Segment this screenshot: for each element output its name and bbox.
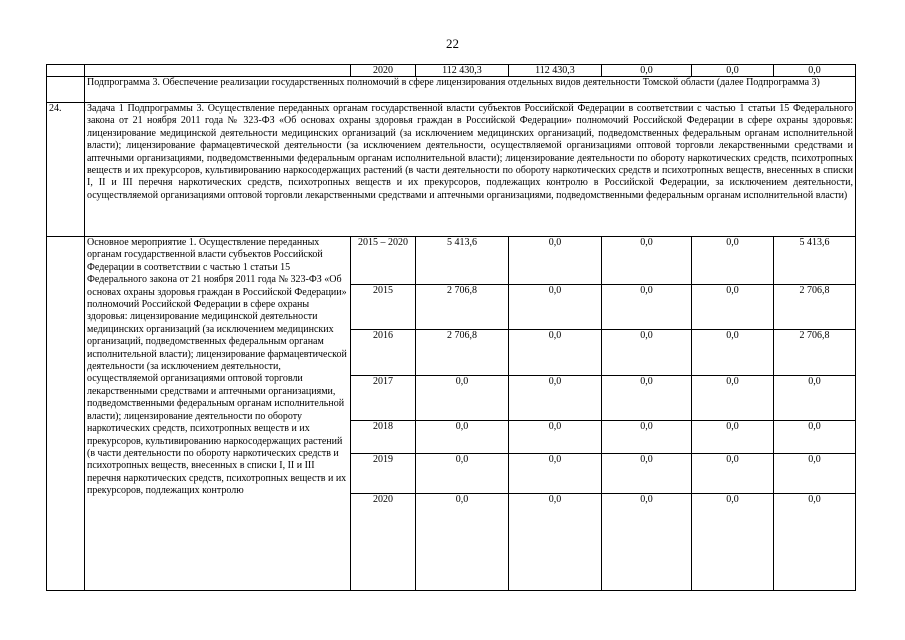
value-cell: 0,0: [774, 421, 856, 454]
value-cell: 0,0: [774, 494, 856, 591]
task-description: Задача 1 Подпрограммы 3. Осуществление переданных органам государственной власти субъектов Российской Федерации в соответствии с частью 1 статьи 15 Федерального закона от 21 ноября 2011 года № 323-ФЗ «Об основах охраны здоровья граждан в Российской Федерации» полномочий Российской Федерации в сфере охраны здоровья: лицензирование медицинской деятельности медицинских организаций (за исключением медицинских организаций, подведомственных федеральным органам исполнительной власти); лицензирование фармацевтической деятельности (за исключением деятельности, осуществляемой организациями оптовой торговли лекарственными средствами и аптечными организациями, подведомственными федеральным органам исполнительной власти); лицензирование деятельности по обороту наркотических средств, психотропных веществ и их прекурсоров, культивированию наркосодержащих растений (в части деятельности по обороту наркотических средств и психотропных веществ, внесенных в списки I, II и III перечня наркотических средств, психотропных веществ и их прекурсоров, подлежащих контролю в Российской Федерации, за исключением деятельности, осуществляемой организациями оптовой торговли лекарственными средствами и аптечными организациями, подведомственными федеральным органам исполнительной власти): [85, 103, 856, 237]
value-cell: 0,0: [692, 454, 774, 494]
value-cell: 0,0: [602, 330, 692, 376]
value-cell: 0,0: [692, 421, 774, 454]
value-cell: 0,0: [602, 376, 692, 421]
value-cell: 0,0: [692, 237, 774, 285]
value-cell: 112 430,3: [509, 65, 602, 77]
value-cell: 0,0: [602, 421, 692, 454]
page-number: 22: [446, 36, 459, 51]
value-cell: 0,0: [774, 65, 856, 77]
year-cell: 2020: [351, 494, 416, 591]
value-cell: 0,0: [509, 454, 602, 494]
value-cell: 0,0: [509, 376, 602, 421]
year-cell: 2018: [351, 421, 416, 454]
year-cell: 2015 – 2020: [351, 237, 416, 285]
previous-total-row: [47, 65, 856, 77]
value-cell: 0,0: [416, 421, 509, 454]
empty-cell: [47, 65, 85, 77]
value-cell: 5 413,6: [416, 237, 509, 285]
year-cell: 2017: [351, 376, 416, 421]
value-cell: 0,0: [692, 376, 774, 421]
empty-cell: [47, 237, 85, 591]
value-cell: 2 706,8: [416, 330, 509, 376]
value-cell: 0,0: [509, 237, 602, 285]
subprogram-title: Подпрограмма 3. Обеспечение реализации государственных полномочий в сфере лицензирования отдельных видов деятельности Томской области (далее Подпрограмма 3): [85, 77, 856, 103]
year-cell: 2019: [351, 454, 416, 494]
empty-cell: [85, 65, 351, 77]
year-cell: 2015: [351, 285, 416, 330]
activity-row: [47, 237, 856, 285]
value-cell: 0,0: [509, 421, 602, 454]
year-cell: 2020: [351, 65, 416, 77]
subprogram-row: [47, 77, 856, 103]
value-cell: 5 413,6: [774, 237, 856, 285]
empty-cell: [47, 77, 85, 103]
value-cell: 0,0: [774, 454, 856, 494]
value-cell: 0,0: [602, 237, 692, 285]
value-cell: 0,0: [602, 65, 692, 77]
value-cell: 0,0: [416, 494, 509, 591]
value-cell: 112 430,3: [416, 65, 509, 77]
value-cell: 0,0: [602, 494, 692, 591]
value-cell: 2 706,8: [774, 330, 856, 376]
value-cell: 2 706,8: [416, 285, 509, 330]
value-cell: 0,0: [774, 376, 856, 421]
value-cell: 0,0: [509, 285, 602, 330]
budget-table: [46, 64, 856, 591]
task-number: 24.: [47, 103, 85, 237]
value-cell: 0,0: [602, 285, 692, 330]
value-cell: 0,0: [416, 454, 509, 494]
value-cell: 0,0: [602, 454, 692, 494]
value-cell: 0,0: [692, 494, 774, 591]
value-cell: 0,0: [692, 330, 774, 376]
value-cell: 0,0: [692, 285, 774, 330]
value-cell: 0,0: [509, 494, 602, 591]
activity-label: Основное мероприятие 1. Осуществление переданных органам государственной власти субъектов Российской Федерации в соответствии с частью 1 статьи 15 Федерального закона от 21 ноября 2011 года № 323-ФЗ «Об основах охраны здоровья граждан в Российской Федерации» полномочий Российской Федерации в сфере охраны здоровья: лицензирование медицинской деятельности медицинских организаций (за исключением медицинских организаций, подведомственных федеральным органам исполнительной власти); лицензирование фармацевтической деятельности (за исключением деятельности, осуществляемой организациями оптовой торговли лекарственными средствами и аптечными организациями, подведомственными федеральным органам исполнительной власти); лицензирование деятельности по обороту наркотических средств, психотропных веществ и их прекурсоров, культивированию наркосодержащих растений (в части деятельности по обороту наркотических средств и психотропных веществ, внесенных в списки I, II и III перечня наркотических средств, психотропных веществ и их прекурсоров, подлежащих контролю: [85, 237, 351, 591]
value-cell: 0,0: [509, 330, 602, 376]
value-cell: 0,0: [692, 65, 774, 77]
task-row: [47, 103, 856, 237]
year-cell: 2016: [351, 330, 416, 376]
value-cell: 0,0: [416, 376, 509, 421]
value-cell: 2 706,8: [774, 285, 856, 330]
